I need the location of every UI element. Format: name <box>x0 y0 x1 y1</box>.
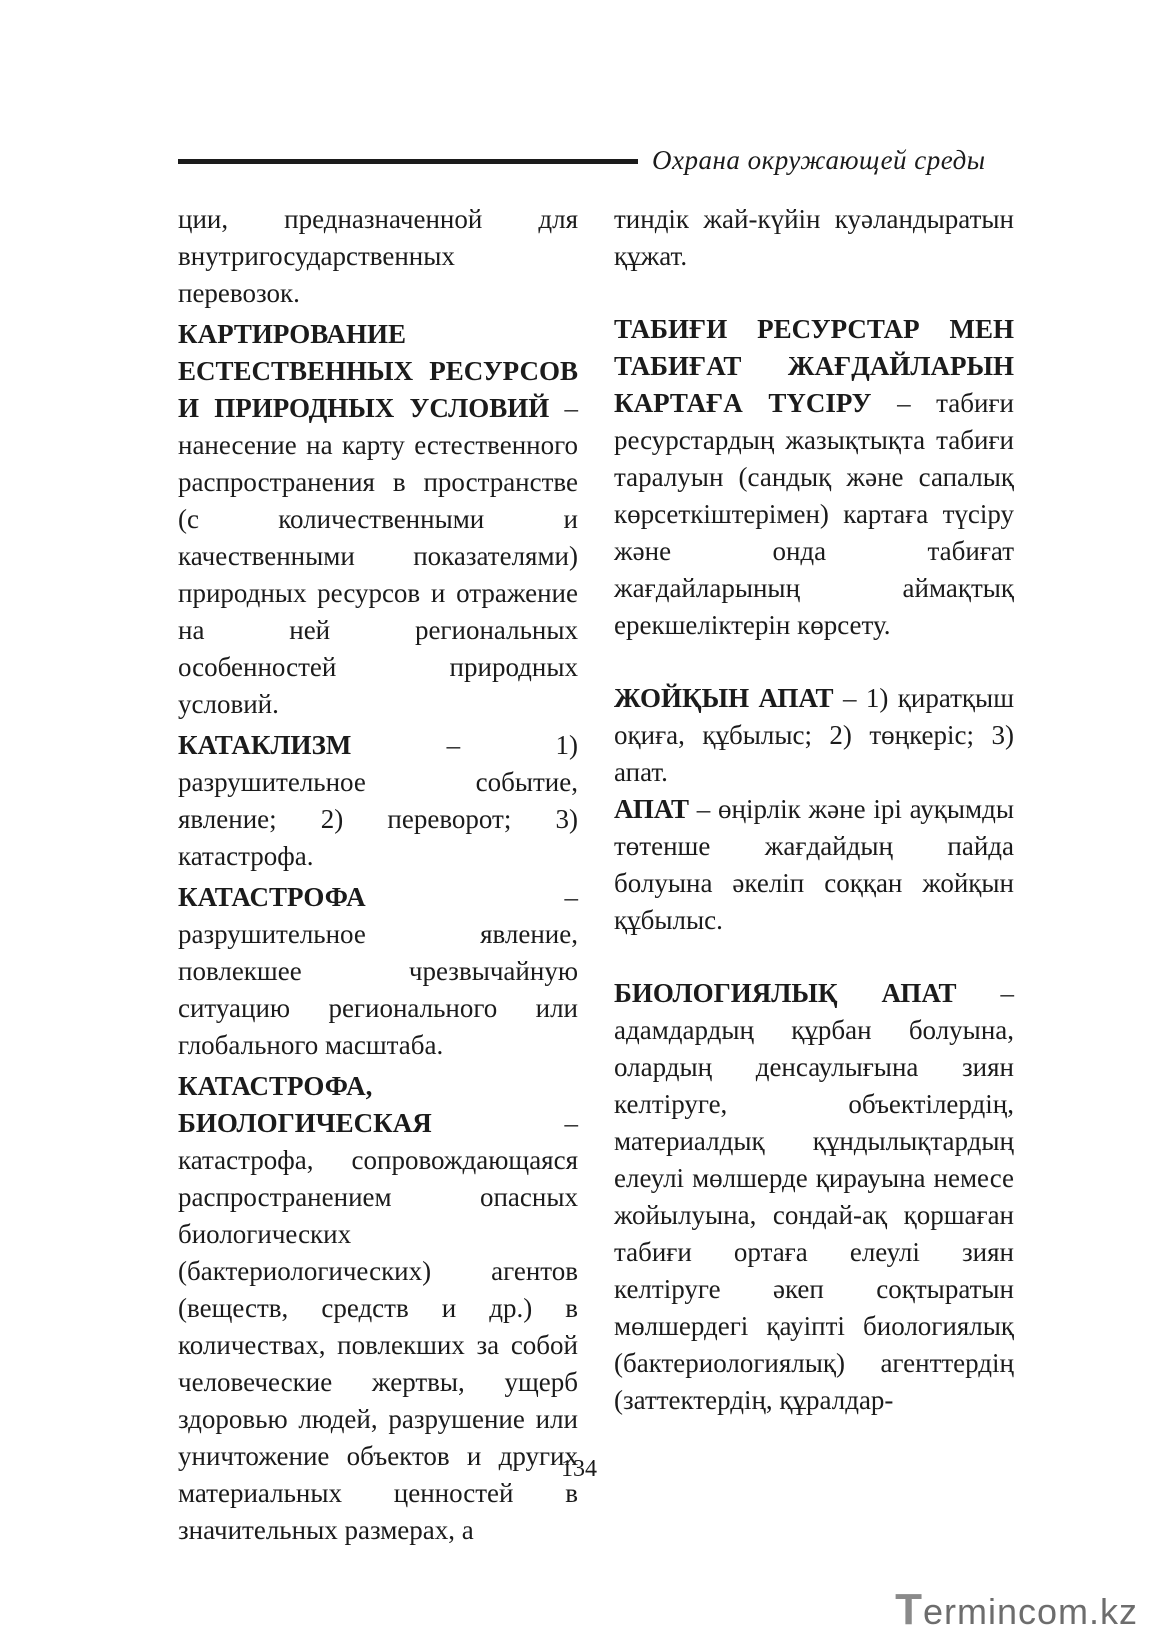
dictionary-entry <box>614 791 1014 939</box>
page-number: 134 <box>561 1456 597 1482</box>
dictionary-entry <box>614 201 1014 275</box>
entry-term: АПАТ <box>614 794 689 824</box>
dictionary-entry <box>614 680 1014 791</box>
entry-definition: – разрушительное явление, повлекшее чрезвычайную ситуацию регионального или глобального масштаба. <box>178 882 578 1060</box>
entry-definition: – адамдардың құрбан болуына, олардың денсаулығына зиян келтіруге, объектілердің, материалдық құндылықтардың елеулі мөлшерде қирауына немесе жойылуына, сондай-ақ қоршаған табиғи ортаға елеулі зиян келтіруге әкеп соқтыратын мөлшердегі қауіпті биологиялық (бактериологиялық) агенттердің (заттектердің, құралдар- <box>614 978 1014 1415</box>
dictionary-entry <box>178 727 578 875</box>
right-column <box>614 201 1014 1419</box>
entry-definition: ции, предназначенной для внутригосударственных перевозок. <box>178 204 578 308</box>
dictionary-entry <box>178 879 578 1064</box>
dictionary-entry <box>614 975 1014 1419</box>
entry-definition: – өңірлік және ірі ауқымды төтенше жағдайдың пайда болуына әкеліп соққан жойқын құбылыс. <box>614 794 1014 935</box>
entry-term: КАРТИРОВАНИЕ ЕСТЕСТВЕННЫХ РЕСУРСОВ И ПРИРОДНЫХ УСЛОВИЙ <box>178 319 578 423</box>
entry-definition: – 1) разрушительное событие, явление; 2) переворот; 3) катастрофа. <box>178 730 578 871</box>
running-header-title: Охрана окружающей среды <box>652 145 986 175</box>
entry-definition: – катастрофа, сопровождающаяся распространением опасных биологических (бактериологических) агентов (веществ, средств и др.) в количествах, повлекших за собой человеческие жертвы, ущерб здоровью людей, разрушение или уничтожение объектов и других материальных ценностей в значительных размерах, а <box>178 1108 578 1545</box>
dictionary-entry <box>178 201 578 312</box>
watermark-initial: T <box>895 1585 923 1634</box>
dictionary-entry <box>178 316 578 723</box>
watermark-logo <box>895 1585 1138 1634</box>
entry-term: КАТАКЛИЗМ <box>178 730 352 760</box>
entry-term: ТАБИҒИ РЕСУРСТАР МЕН ТАБИҒАТ ЖАҒДАЙЛАРЫН КАРТАҒА ТҮСІРУ <box>614 314 1014 418</box>
entry-definition: тиндік жай-күйін куәландыратын құжат. <box>614 204 1014 271</box>
entry-definition: – 1) қиратқыш оқиға, құбылыс; 2) төңкеріс; 3) апат. <box>614 683 1014 787</box>
entry-definition: – нанесение на карту естественного распространения в пространстве (с количественными и качественными показателями) природных ресурсов и отражение на ней региональных особенностей природных условий. <box>178 393 578 719</box>
entry-term: КАТАСТРОФА, БИОЛОГИЧЕСКАЯ <box>178 1071 432 1138</box>
dictionary-entry <box>614 311 1014 644</box>
entry-term: ЖОЙҚЫН АПАТ <box>614 683 834 713</box>
left-column <box>178 201 578 1549</box>
entry-term: КАТАСТРОФА <box>178 882 366 912</box>
entry-definition: – табиғи ресурстардың жазықтықта табиғи таралуын (сандық және сапалық көрсеткіштерімен) картаға түсіру және онда табиғат жағдайларының аймақтық ерекшеліктерін көрсету. <box>614 388 1014 640</box>
watermark-text: ermincom.kz <box>922 1591 1138 1632</box>
entry-term: БИОЛОГИЯЛЫҚ АПАТ <box>614 978 957 1008</box>
header-rule <box>178 159 638 164</box>
